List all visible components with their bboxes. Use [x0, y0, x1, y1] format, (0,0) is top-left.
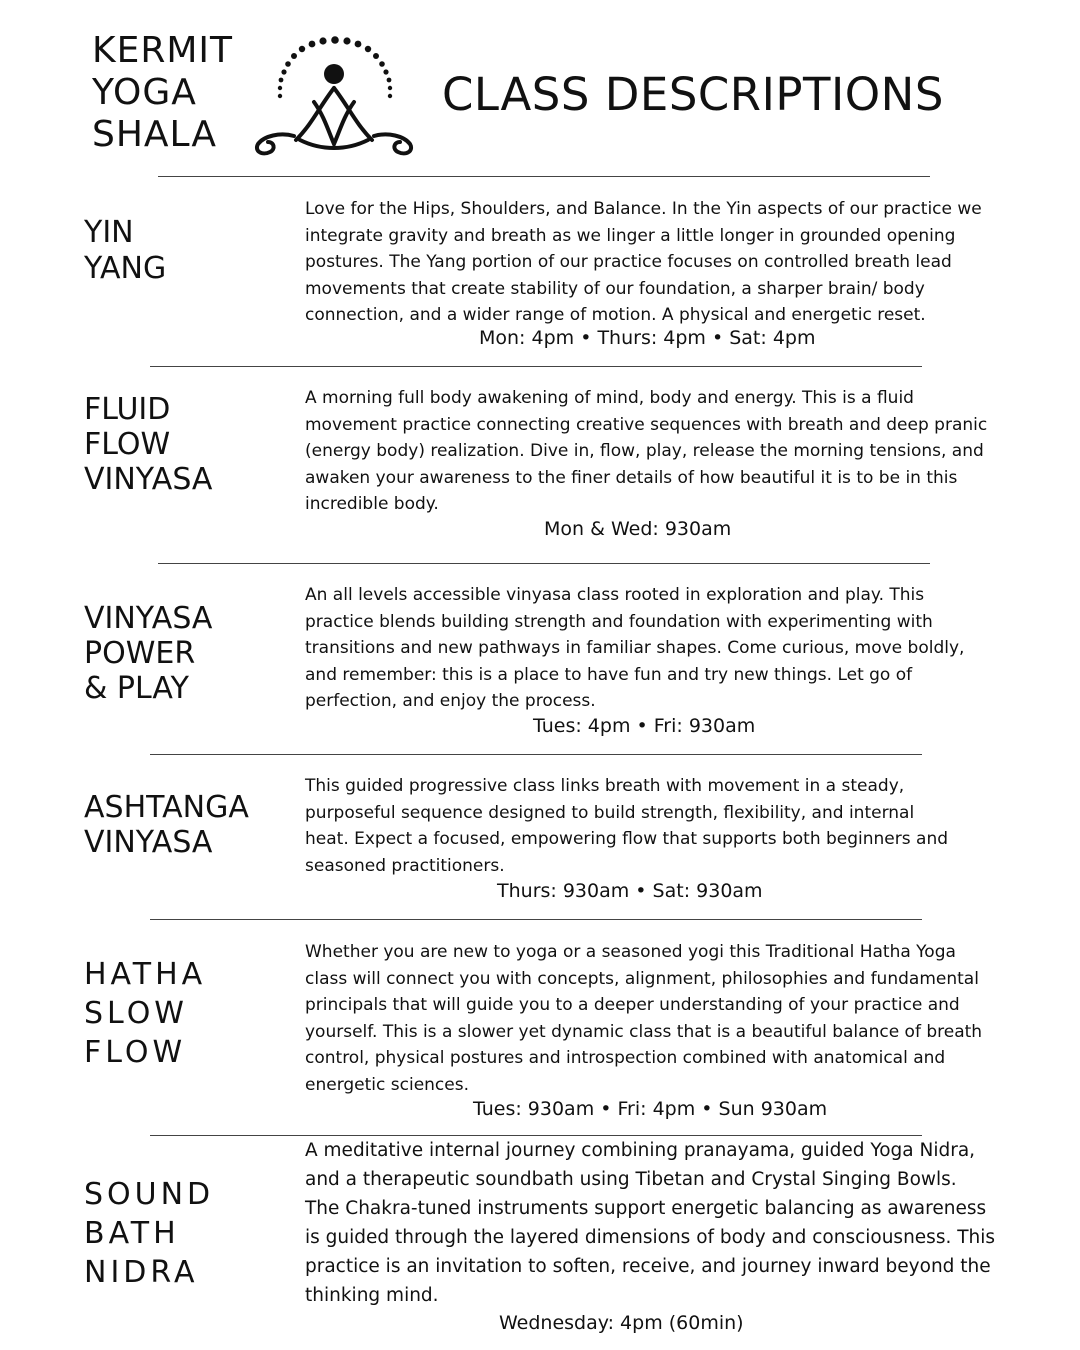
description-line: incredible body. — [305, 494, 439, 514]
description-line: postures. The Yang portion of our practice focuses on controlled breath lead — [305, 252, 952, 272]
description-line: purposeful sequence designed to build strength, flexibility, and internal — [305, 802, 915, 823]
class-name-line: SOUND — [84, 1177, 215, 1212]
description-line: (energy body) realization. Dive in, flow, play, release the morning tensions, and — [305, 441, 984, 461]
class-schedule: Tues: 4pm • Fri: 930am — [533, 715, 756, 737]
class-name-line: VINYASA — [84, 601, 213, 636]
description-line: practice is an invitation to soften, receive, and journey inward beyond the — [305, 1256, 991, 1277]
class-name-line: FLOW — [84, 1035, 187, 1070]
class-name-line: YIN — [84, 215, 134, 250]
description-line: practice blends building strength and foundation with experimenting with — [305, 611, 933, 632]
class-schedule: Tues: 930am • Fri: 4pm • Sun 930am — [473, 1098, 828, 1120]
description-line: perfection, and enjoy the process. — [305, 691, 596, 711]
class-schedule: Wednesday: 4pm (60min) — [499, 1312, 744, 1334]
class-name-line: SLOW — [84, 996, 188, 1031]
description-line: movement practice connecting creative sequences with breath and deep pranic — [305, 414, 988, 435]
description-line: The Chakra-tuned instruments support energetic balancing as awareness — [305, 1198, 987, 1219]
description-line: yourself. This is a slower yet dynamic class that is a beautiful balance of breath — [305, 1021, 983, 1042]
class-name-line: BATH — [84, 1216, 180, 1251]
class-name-line: FLUID — [84, 392, 171, 427]
description-line: energetic sciences. — [305, 1074, 469, 1095]
description-line: Love for the Hips, Shoulders, and Balance. In the Yin aspects of our practice we — [305, 199, 982, 219]
description-line: transitions and new pathways in familiar shapes. Come curious, move boldly, — [305, 638, 965, 658]
description-line: heat. Expect a focused, empowering flow that supports both beginners and — [305, 829, 949, 849]
class-name — [84, 392, 212, 497]
class-name-line: VINYASA — [84, 825, 213, 860]
class-name-line: POWER — [84, 636, 196, 671]
divider — [150, 366, 922, 367]
class-description — [305, 939, 983, 1098]
description-line: control, physical postures and introspection combined with anatomical and — [305, 1048, 946, 1068]
class-name-line: ASHTANGA — [84, 790, 249, 825]
description-line: seasoned practitioners. — [305, 855, 505, 876]
description-line: connection, and a wider range of motion. A physical and energetic reset. — [305, 305, 926, 325]
page-title: CLASS DESCRIPTIONS — [442, 68, 944, 121]
class-schedule: Mon & Wed: 930am — [544, 518, 732, 540]
studio-name-line: YOGA — [92, 72, 197, 113]
description-line: This guided progressive class links breath with movement in a steady, — [305, 776, 905, 796]
class-schedule: Thurs: 930am • Sat: 930am — [497, 880, 763, 902]
description-line: A morning full body awakening of mind, body and energy. This is a fluid — [305, 388, 914, 408]
description-line: principals that will guide you to a deeper understanding of your practice and — [305, 995, 960, 1015]
description-line: and a therapeutic soundbath using Tibetan and Crystal Singing Bowls. — [305, 1169, 957, 1190]
description-line: A meditative internal journey combining pranayama, guided Yoga Nidra, — [305, 1140, 976, 1161]
description-line: awaken your awareness to the finer details of how beautiful it is to be in this — [305, 467, 958, 488]
class-name — [84, 215, 166, 287]
class-name-line: HATHA — [84, 957, 207, 992]
description-line: is guided through the layered dimensions of body and consciousness. This — [305, 1227, 996, 1248]
class-name — [84, 601, 212, 706]
description-line: thinking mind. — [305, 1285, 439, 1306]
description-line: integrate gravity and breath as we linger a little longer in grounded opening — [305, 225, 956, 246]
class-name — [84, 955, 206, 1072]
description-line: movements that create stability of our foundation, a sharper brain/ body — [305, 278, 925, 299]
class-description — [305, 385, 988, 518]
studio-name-line: KERMIT — [92, 30, 234, 71]
description-line: class will connect you with concepts, alignment, philosophies and fundamental — [305, 968, 979, 989]
studio-name — [92, 30, 233, 156]
divider — [158, 176, 930, 177]
divider — [150, 919, 922, 920]
class-description — [305, 773, 973, 879]
class-description — [305, 1136, 996, 1310]
class-name — [84, 1175, 214, 1292]
class-description — [305, 582, 973, 715]
studio-name-line: SHALA — [92, 114, 218, 155]
class-name-line: & PLAY — [84, 671, 189, 706]
divider — [150, 754, 922, 755]
description-line: and remember: this is a place to have fun and try new things. Let go of — [305, 664, 913, 685]
class-name-line: FLOW — [84, 427, 171, 462]
class-description — [305, 196, 982, 329]
description-line: Whether you are new to yoga or a seasoned yogi this Traditional Hatha Yoga — [305, 942, 956, 962]
description-line: An all levels accessible vinyasa class rooted in exploration and play. This — [305, 585, 925, 605]
class-schedule: Mon: 4pm • Thurs: 4pm • Sat: 4pm — [479, 327, 816, 349]
divider — [158, 563, 930, 564]
class-name-line: NIDRA — [84, 1255, 199, 1290]
class-name-line: VINYASA — [84, 462, 213, 497]
class-name — [84, 790, 249, 860]
class-name-line: YANG — [84, 251, 167, 286]
lotus-with-dots-icon — [250, 36, 420, 156]
